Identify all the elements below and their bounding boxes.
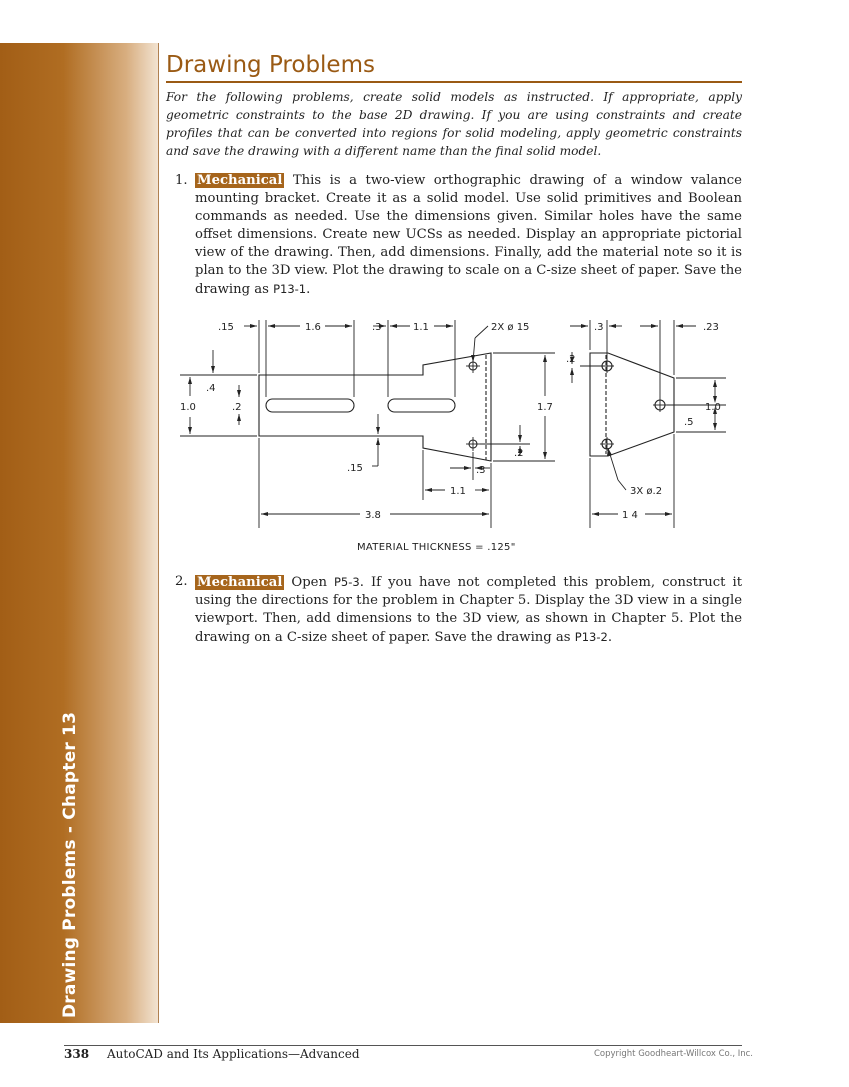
dim-0.15-top: .15 [218,322,234,333]
sidebar-chapter-label: Drawing Problems - Chapter 13 [60,711,80,1018]
dim-0.4: .4 [206,383,216,394]
category-tag: Mechanical [197,575,283,590]
dim-0.3-low: .3 [476,465,486,476]
file-name: P13-1 [273,282,307,296]
page-title: Drawing Problems [166,52,375,78]
material-note: MATERIAL THICKNESS = .125" [357,542,516,553]
dim-1.0-left: 1.0 [180,402,196,413]
page-number: 338 [64,1047,90,1061]
footer-divider [64,1045,742,1046]
file-name: P13-2 [574,630,608,644]
dim-0.3-top: .3 [372,322,382,333]
problem-2: 2. Mechanical Open P5-3. If you have not completed this problem, construct it using the directions for the problem in Chapter 5. Display the 3D view in a single viewport. Then, add dimensions to the 3D view, as shown in Chapter 5. Plot the drawing on a C-size sheet of paper. Save the drawing as P13-2. [175,574,742,645]
category-tag: Mechanical [197,173,283,188]
slot-left [266,399,354,412]
callout-3x-holes: 3X ø.2 [630,486,663,497]
intro-paragraph: For the following problems, create solid models as instructed. If appropriate, apply geometric constraints to the base 2D drawing. If you are using constraints and create profiles that can be converted into regions for solid modeling, apply geometric constraints and save the drawing with a different name than the final solid model. [166,90,742,158]
problem-1: 1. Mechanical This is a two-view orthographic drawing of a window valance mounting bracket. Create it as a solid model. Use solid primitives and Boolean commands as needed. Use the dimensions given. Similar holes have the same offset dimensions. Create new UCSs as needed. Display an appropriate pictorial view of the drawing. Then, add dimensions. Finally, add the material note so it is plan to the 3D view. Plot the drawing to scale on a C-size sheet of paper. Save the drawing as P13-1. [175,173,742,297]
dim-1.0-right: 1.0 [705,402,721,413]
front-view-outline [259,353,491,461]
copyright-notice: Copyright Goodheart-Willcox Co., Inc. [593,1049,753,1059]
dim-0.3-side: .3 [594,322,604,333]
dim-1.6: 1.6 [305,322,321,333]
dim-1.7: 1.7 [537,402,553,413]
dim-1.1-top: 1.1 [413,322,429,333]
book-title: AutoCAD and Its Applications—Advanced [107,1047,360,1061]
dim-0.2-low: .2 [514,448,524,459]
problem-text-continued: . If you have not completed this problem, construct it using the directions for the problem in Chapter 5. Display the 3D view in a single viewport. Then, add dimensions to the 3D view, as shown in Chapter 5. Plot the drawing on a C-size sheet of paper. Save the drawing as [195,575,742,645]
dim-1.4: 1 4 [622,510,638,521]
callout-2x-holes: 2X ø 15 [491,322,530,333]
problem-number: 1. [175,173,188,188]
problem-text: This is a two-view orthographic drawing of a window valance mounting bracket. Create it as a solid model. Use solid primitives and Boolean commands as needed. Use the dimensions given. Similar holes have the same offset dimensions. Create new UCSs as needed. Display an appropriate pictorial view of the drawing. Then, add dimensions. Finally, add the material note so it is plan to the 3D view. Plot the drawing to scale on a C-size sheet of paper. Save the drawing as [195,173,742,297]
problem-number: 2. [175,574,188,589]
dim-1.1-low: 1.1 [450,486,466,497]
title-divider [166,81,742,83]
bracket-drawing [165,303,735,543]
dim-3.8: 3.8 [365,510,381,521]
dim-0.5: .5 [684,417,694,428]
problem-text: Open [284,575,334,590]
slot-right [388,399,455,412]
open-file-name: P5-3 [334,575,360,589]
dim-0.2-slot: .2 [232,402,242,413]
dim-0.23: .23 [703,322,719,333]
dim-0.15-low: .15 [347,463,363,474]
dim-0.2-side: .2 [566,354,576,365]
